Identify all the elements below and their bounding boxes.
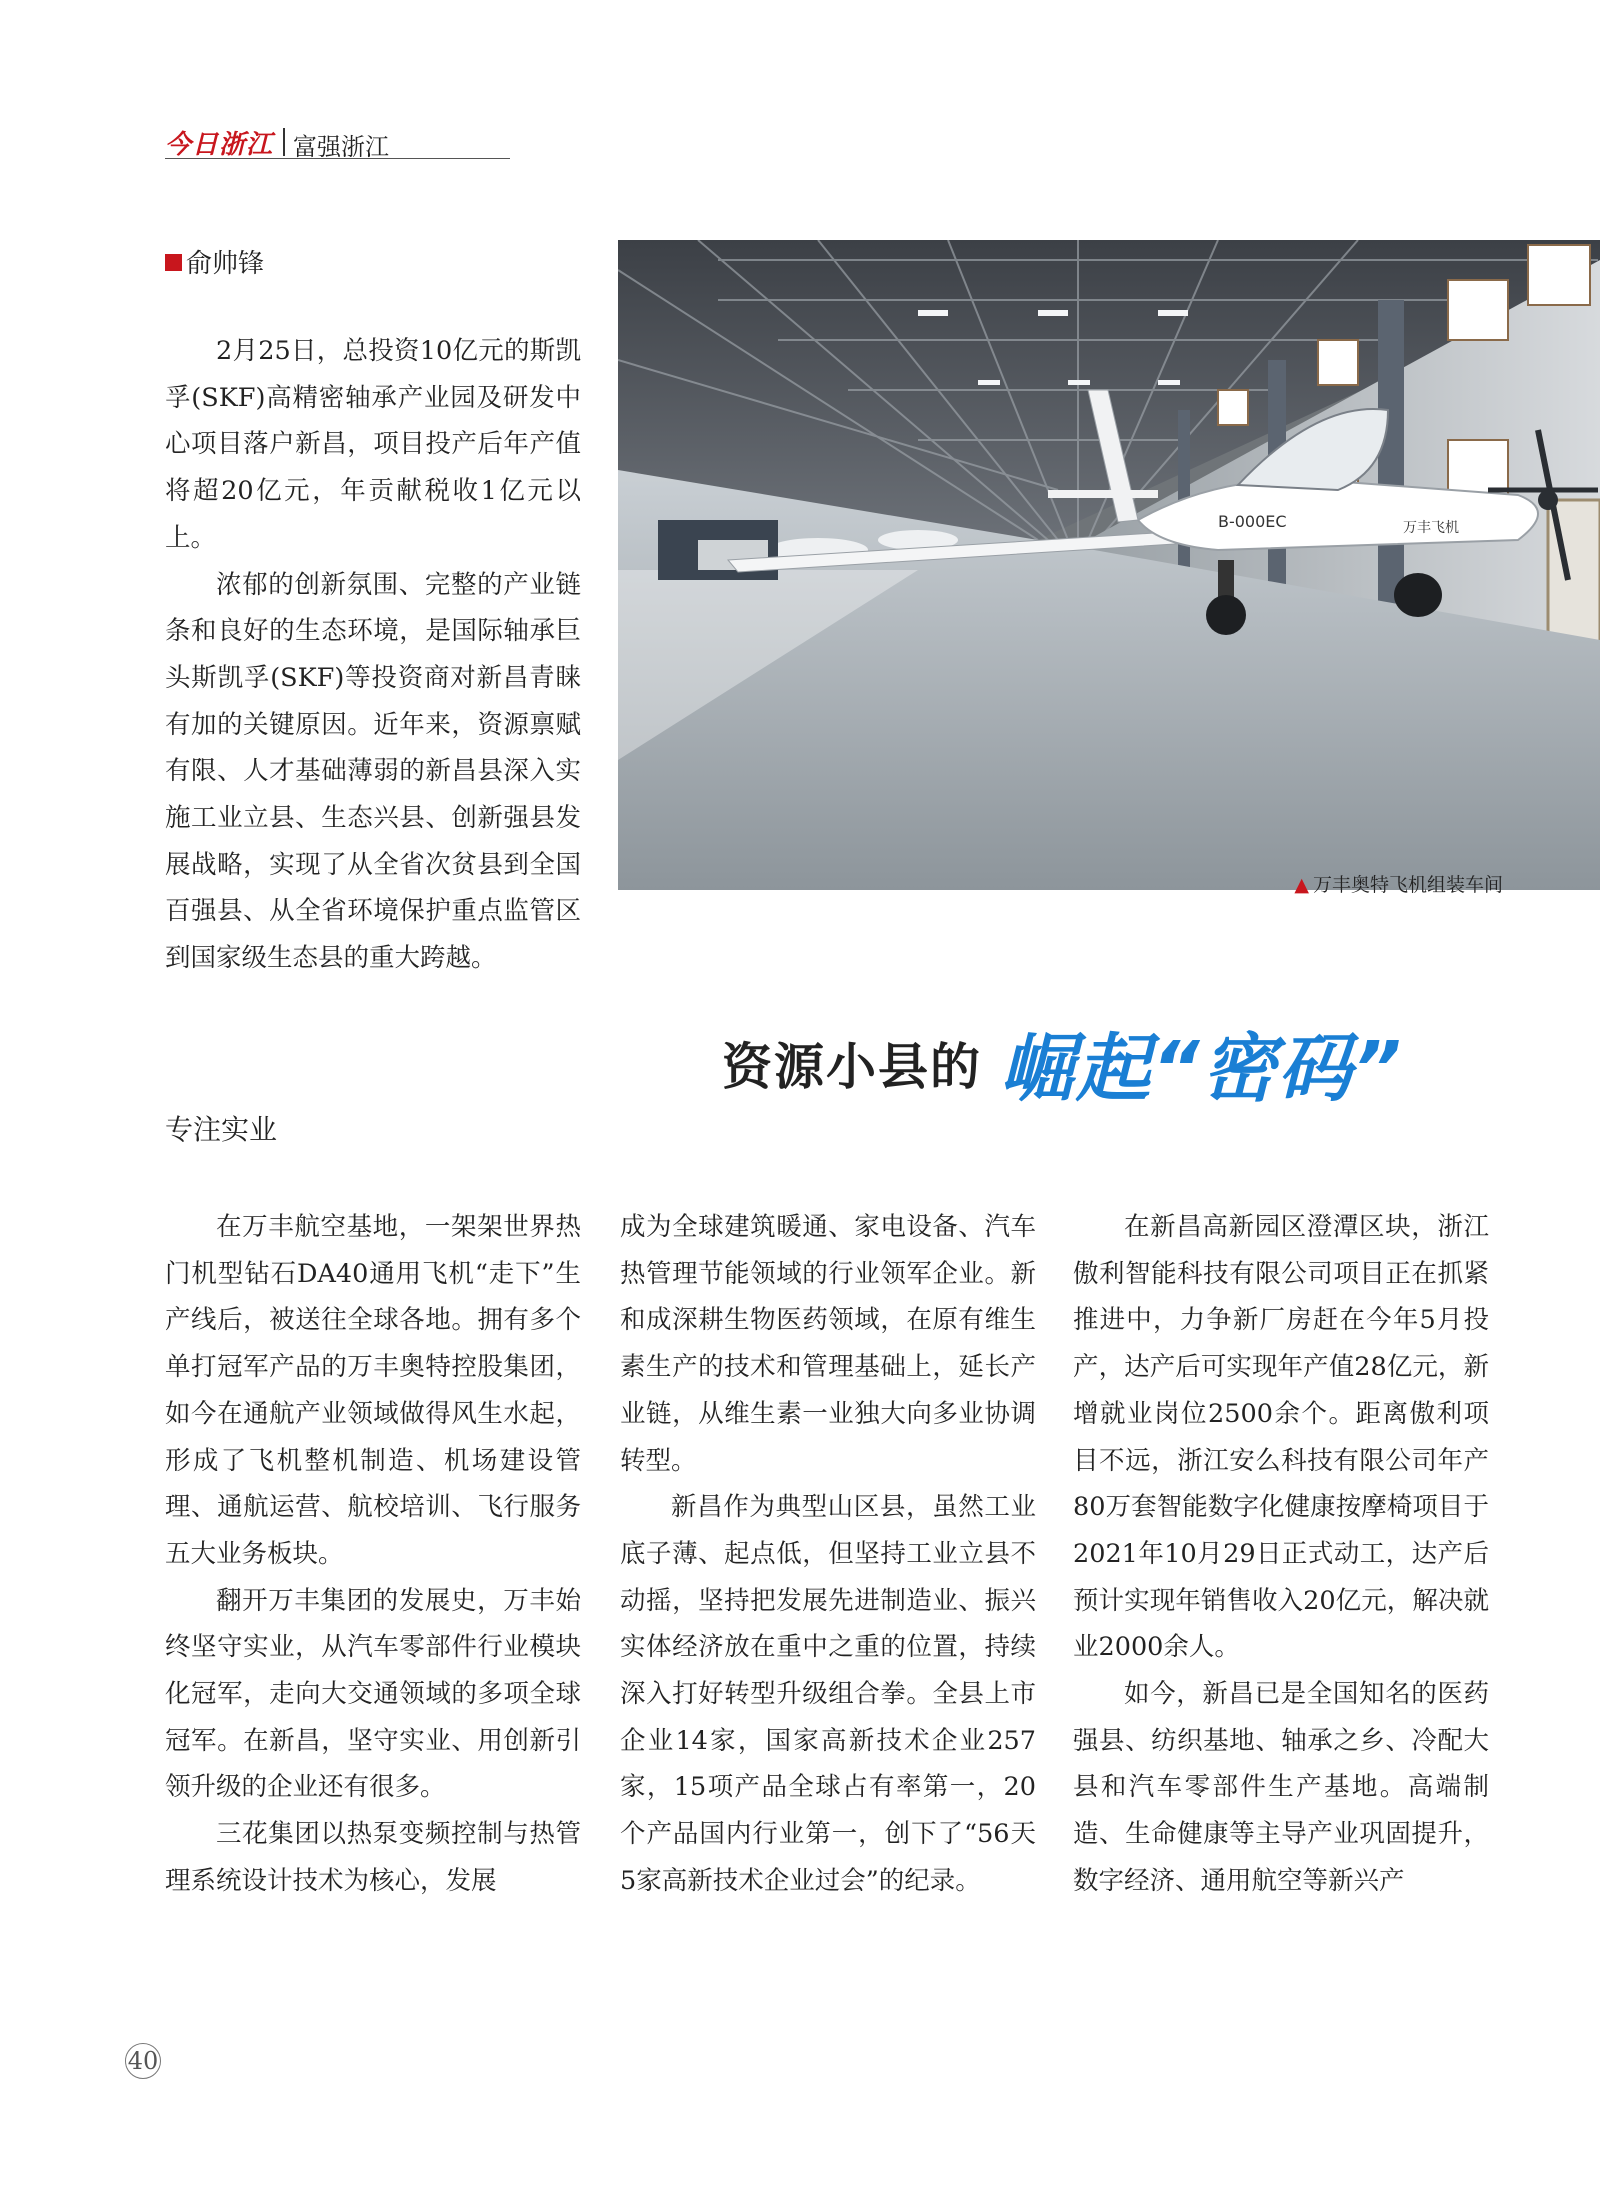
hangar-illustration (618, 240, 1600, 890)
title-part1: 资源小县的 (722, 1037, 982, 1096)
body-column-1 (165, 1204, 581, 1905)
caption-text: 万丰奥特飞机组装车间 (1312, 874, 1503, 896)
title-part2: 崛起“密码” (1000, 1026, 1404, 1112)
body-paragraph: 新昌作为典型山区县，虽然工业底子薄、起点低，但坚持工业立县不动摇，坚持把发展先进制造业、振兴实体经济放在重中之重的位置，持续深入打好转型升级组合拳。全县上市企业14家，国家高新技术企业257家，15项产品全球占有率第一，20个产品国内行业第一，创下了“56天5家高新技术企业过会”的纪录。 (620, 1492, 1036, 1896)
author-byline (165, 243, 264, 280)
magazine-logo: 今日浙江 (165, 130, 274, 160)
body-paragraph: 如今，新昌已是全国知名的医药强县、纺织基地、轴承之乡、冷配大县和汽车零部件生产基地。高端制造、生命健康等主导产业巩固提升，数字经济、通用航空等新兴产 (1073, 1679, 1489, 1896)
plane-logo: 万丰飞机 (1403, 520, 1459, 536)
intro-paragraph: 2月25日，总投资10亿元的斯凯孚(SKF)高精密轴承产业园及研发中心项目落户新昌，项目投产后年产值将超20亿元，年贡献税收1亿元以上。 (165, 336, 581, 553)
section-name: 富强浙江 (293, 133, 389, 161)
body-column-2 (620, 1204, 1036, 1905)
body-column-3 (1073, 1204, 1489, 1905)
intro-text (165, 328, 581, 982)
header-divider (283, 128, 285, 156)
body-paragraph: 成为全球建筑暖通、家电设备、汽车热管理节能领域的行业领军企业。新和成深耕生物医药领域，在原有维生素生产的技术和管理基础上，延长产业链，从维生素一业独大向多业协调转型。 (620, 1212, 1036, 1476)
article-title (722, 1010, 1403, 1116)
photo-caption (1294, 870, 1503, 897)
triangle-icon: ▲ (1294, 874, 1309, 896)
hangar-photo (618, 240, 1600, 890)
body-paragraph: 翻开万丰集团的发展史，万丰始终坚守实业，从汽车零部件行业模块化冠军，走向大交通领域的多项全球冠军。在新昌，坚守实业、用创新引领升级的企业还有很多。 (165, 1585, 581, 1803)
intro-paragraph: 浓郁的创新氛围、完整的产业链条和良好的生态环境，是国际轴承巨头斯凯孚(SKF)等投资商对新昌青睐有加的关键原因。近年来，资源禀赋有限、人才基础薄弱的新昌县深入实施工业立县、生态兴县、创新强县发展战略，实现了从全省次贫县到全国百强县、从全省环境保护重点监管区到国家级生态县的重大跨越。 (165, 569, 581, 974)
red-square-icon (165, 254, 182, 271)
page-number: 40 (125, 2043, 161, 2079)
body-paragraph: 在新昌高新园区澄潭区块，浙江傲利智能科技有限公司项目正在抓紧推进中，力争新厂房赶在今年5月投产，达产后可实现年产值28亿元，新增就业岗位2500余个。距离傲利项目不远，浙江安么科技有限公司年产80万套智能数字化健康按摩椅项目于2021年10月29日正式动工，达产后预计实现年销售收入20亿元，解决就业2000余人。 (1073, 1212, 1489, 1663)
author-name: 俞帅锋 (186, 249, 265, 279)
body-paragraph: 在万丰航空基地，一架架世界热门机型钻石DA40通用飞机“走下”生产线后，被送往全球各地。拥有多个单打冠军产品的万丰奥特控股集团，如今在通航产业领域做得风生水起，形成了飞机整机制造、机场建设管理、通航运营、航校培训、飞行服务五大业务板块。 (165, 1212, 581, 1569)
section-subhead: 专注实业 (165, 1113, 278, 1146)
page-header (165, 124, 510, 159)
body-paragraph: 三花集团以热泵变频控制与热管理系统设计技术为核心，发展 (165, 1819, 581, 1896)
plane-registration: B-000EC (1218, 512, 1287, 531)
